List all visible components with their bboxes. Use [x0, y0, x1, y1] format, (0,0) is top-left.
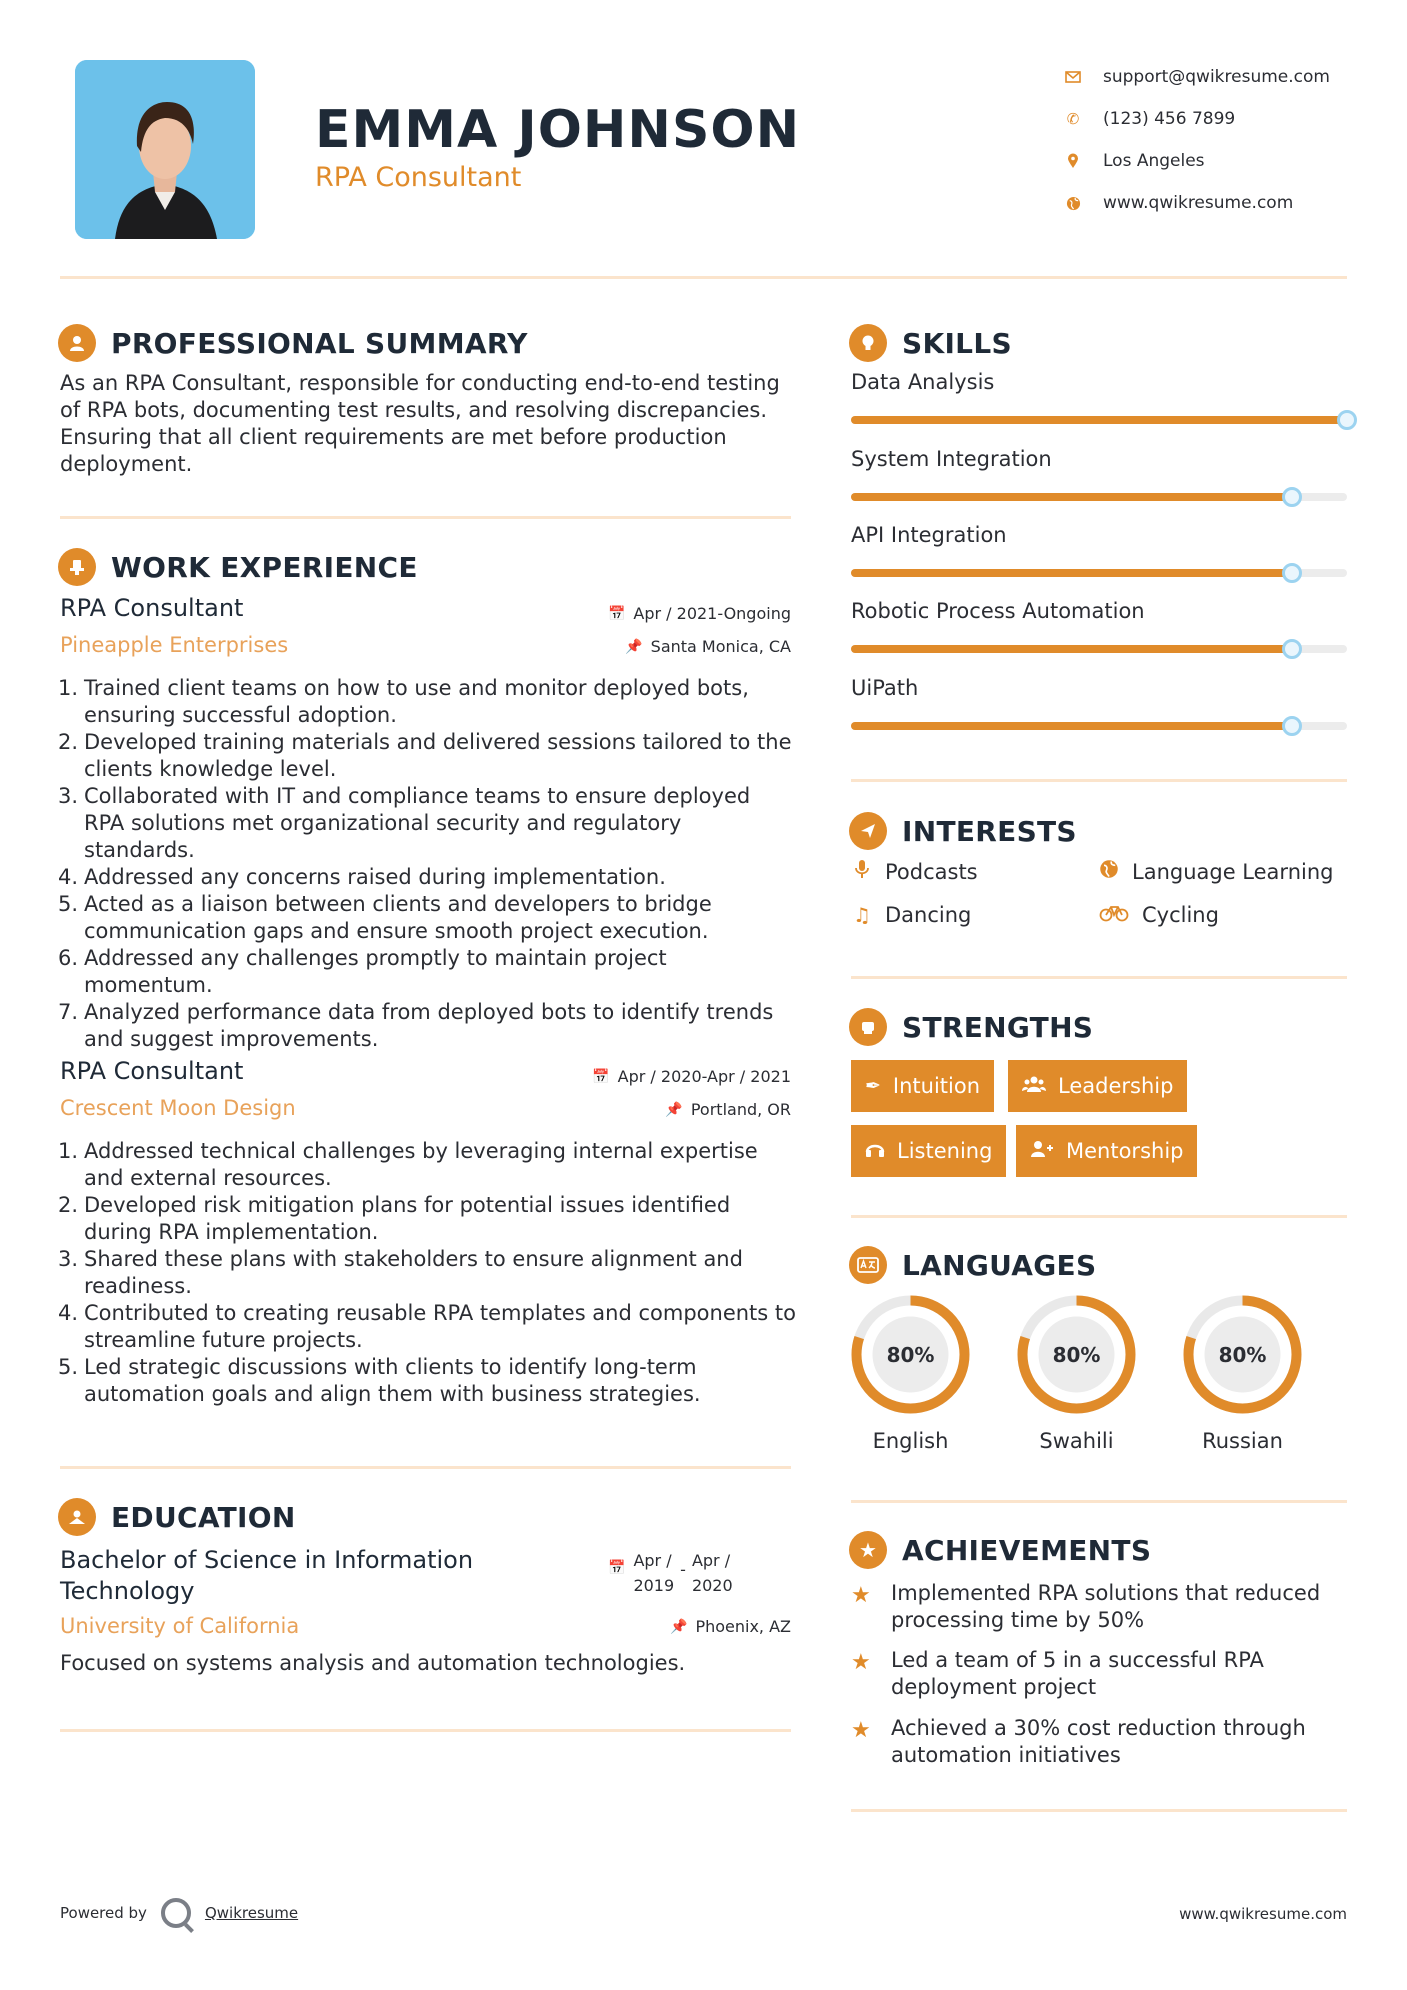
strength-tag [1016, 1125, 1197, 1177]
lightbulb-icon [849, 324, 887, 362]
footer-powered-by [60, 1898, 298, 1928]
job-2-title: RPA Consultant [60, 1057, 244, 1085]
skills-title: SKILLS [902, 326, 1012, 360]
skill-label: Data Analysis [851, 370, 995, 394]
job-1-bullets [56, 675, 796, 1053]
interest-label: Podcasts [885, 859, 978, 884]
skill-fill [851, 493, 1292, 501]
experience-heading [58, 548, 418, 586]
star-icon: ★ [851, 1583, 871, 1608]
job-2-location [665, 1100, 791, 1119]
achievements-divider [851, 1809, 1347, 1812]
star-icon: ★ [851, 1650, 871, 1675]
education-divider [60, 1729, 791, 1732]
language-percent: 80% [886, 1343, 935, 1367]
skill-knob [1282, 487, 1302, 507]
star-icon: ★ [851, 1718, 871, 1743]
skills-divider [851, 779, 1347, 782]
candidate-name: EMMA JOHNSON [315, 100, 801, 160]
language-ring [1014, 1292, 1139, 1417]
job-1-location [625, 637, 791, 656]
list-item: 3. Shared these plans with stakeholders to ensure alignment and readiness. [57, 1247, 743, 1298]
languages-heading [849, 1246, 1096, 1284]
job-2-bullets [56, 1138, 796, 1408]
calendar-icon: 📅 [592, 1068, 610, 1085]
education-location-text: Phoenix, AZ [695, 1617, 791, 1636]
strengths-heading [849, 1008, 1093, 1046]
school-name: University of California [60, 1614, 300, 1638]
interest-item [851, 903, 971, 927]
header-divider [60, 276, 1347, 279]
bicycle-icon [1098, 903, 1130, 927]
language-percent: 80% [1052, 1343, 1101, 1367]
achievement-text: Implemented RPA solutions that reduced processing time by 50% [891, 1581, 1321, 1632]
education-date-start-1: Apr / [633, 1551, 672, 1570]
strength-label: Intuition [892, 1074, 981, 1098]
skill-knob [1282, 716, 1302, 736]
skill-knob [1337, 410, 1357, 430]
map-pin-icon [1055, 153, 1091, 169]
skill-label: Robotic Process Automation [851, 599, 1145, 623]
summary-heading [58, 324, 528, 362]
strength-tag [851, 1060, 994, 1112]
job-2-date-text: Apr / 2020-Apr / 2021 [617, 1067, 791, 1086]
skill-label: System Integration [851, 447, 1052, 471]
degree-line-1: Bachelor of Science in Information [60, 1546, 474, 1574]
list-item: 5. Acted as a liaison between clients and developers to bridge communication gaps and ensure smooth project execution. [57, 892, 712, 943]
contact-list [1055, 56, 1385, 224]
strength-label: Listening [897, 1139, 993, 1163]
strengths-title: STRENGTHS [902, 1010, 1094, 1044]
job-2-location-text: Portland, OR [690, 1100, 791, 1119]
contact-website[interactable] [1055, 182, 1385, 224]
education-title: EDUCATION [111, 1500, 296, 1534]
strength-label: Leadership [1058, 1074, 1174, 1098]
achievements-heading [849, 1531, 1151, 1569]
language-item [848, 1292, 973, 1453]
contact-email-text: support@qwikresume.com [1103, 67, 1330, 87]
languages-title: LANGUAGES [902, 1248, 1097, 1282]
fist-icon [849, 1008, 887, 1046]
achievement-text: Achieved a 30% cost reduction through automation initiatives [891, 1716, 1306, 1767]
powered-by-text: Powered by [60, 1904, 147, 1922]
job-1-title: RPA Consultant [60, 594, 244, 622]
list-item: 4. Contributed to creating reusable RPA templates and components to streamline future projects. [57, 1301, 796, 1352]
language-name: Russian [1202, 1429, 1283, 1453]
skill-bar [851, 416, 1347, 424]
strength-label: Mentorship [1066, 1139, 1184, 1163]
list-item: 1. Addressed technical challenges by leveraging internal expertise and external resources. [57, 1139, 758, 1190]
skills-heading [849, 324, 1012, 362]
pin-icon: 📌 [670, 1618, 688, 1635]
skill-bar [851, 645, 1347, 653]
magic-wand-icon: ✒ [865, 1075, 881, 1097]
skill-fill [851, 645, 1292, 653]
language-name: English [872, 1429, 949, 1453]
envelope-icon [1055, 71, 1091, 83]
degree-line-2: Technology [60, 1577, 195, 1605]
job-2-date [592, 1067, 791, 1086]
calendar-icon: 📅 [608, 1560, 626, 1576]
list-item: 1. Trained client teams on how to use and monitor deployed bots, ensuring successful adoption. [57, 676, 749, 727]
education-date: 📅 Apr / 2019 - Apr / 2020 [608, 1548, 733, 1598]
summary-title: PROFESSIONAL SUMMARY [111, 326, 528, 360]
calendar-icon: 📅 [607, 605, 626, 622]
contact-phone[interactable] [1055, 98, 1385, 140]
interest-item [1098, 903, 1219, 927]
contact-location-text: Los Angeles [1103, 151, 1205, 171]
skill-knob [1282, 639, 1302, 659]
summary-text: As an RPA Consultant, responsible for conducting end-to-end testing of RPA bots, documenting test results, and resolving discrepancies. Ensuring that all client requirements are met before production deployment. [60, 371, 780, 476]
strengths-divider [851, 1215, 1347, 1218]
skill-fill [851, 569, 1292, 577]
pin-icon: 📌 [625, 638, 643, 655]
user-plus-icon [1030, 1140, 1054, 1163]
strength-tag [851, 1125, 1006, 1177]
pin-icon: 📌 [665, 1101, 683, 1118]
list-item: 2. Developed training materials and delivered sessions tailored to the clients knowledge level. [57, 730, 792, 781]
interest-item [851, 859, 978, 884]
contact-location [1055, 140, 1385, 182]
graduation-icon [58, 1498, 96, 1536]
headphones-icon [865, 1140, 885, 1163]
skill-label: API Integration [851, 523, 1007, 547]
contact-website-text: www.qwikresume.com [1103, 193, 1294, 213]
candidate-role: RPA Consultant [315, 162, 522, 193]
phone-icon: ✆ [1066, 110, 1080, 128]
microphone-icon [851, 859, 873, 884]
globe-icon [1098, 859, 1120, 884]
list-item: 6. Addressed any challenges promptly to maintain project momentum. [57, 946, 667, 997]
language-icon [849, 1246, 887, 1284]
contact-phone-text: (123) 456 7899 [1103, 109, 1236, 129]
list-item: 5. Led strategic discussions with clients to identify long-term automation goals and align them with business strategies. [57, 1355, 701, 1406]
job-1-date [608, 604, 791, 623]
briefcase-icon [58, 548, 96, 586]
interest-item [1098, 859, 1333, 884]
language-name: Swahili [1039, 1429, 1114, 1453]
interest-label: Cycling [1142, 903, 1219, 927]
education-location [670, 1617, 791, 1636]
language-item [1014, 1292, 1139, 1453]
globe-icon [1055, 196, 1091, 211]
experience-divider [60, 1466, 791, 1469]
experience-title: WORK EXPERIENCE [111, 550, 418, 584]
languages-divider [851, 1500, 1347, 1503]
skill-bar [851, 722, 1347, 730]
achievements-title: ACHIEVEMENTS [902, 1533, 1152, 1567]
achievement-text: Led a team of 5 in a successful RPA deployment project [891, 1648, 1264, 1699]
language-item [1180, 1292, 1305, 1453]
skill-bar [851, 493, 1347, 501]
strength-tag [1008, 1060, 1187, 1112]
contact-email[interactable] [1055, 56, 1385, 98]
qwikresume-logo-icon [161, 1898, 191, 1928]
list-item: 4. Addressed any concerns raised during implementation. [57, 865, 666, 889]
language-percent: 80% [1218, 1343, 1267, 1367]
list-item: 7. Analyzed performance data from deployed bots to identify trends and suggest improvements. [57, 1000, 774, 1051]
education-date-start-2: 2019 [633, 1576, 675, 1595]
user-icon [58, 324, 96, 362]
interests-heading [849, 812, 1077, 850]
education-date-end-2: 2020 [691, 1576, 733, 1595]
skill-fill [851, 722, 1292, 730]
brand-link[interactable]: Qwikresume [204, 1904, 299, 1922]
language-ring [848, 1292, 973, 1417]
education-description: Focused on systems analysis and automation technologies. [60, 1651, 686, 1675]
paper-plane-icon [849, 812, 887, 850]
job-1-location-text: Santa Monica, CA [650, 637, 791, 656]
summary-divider [60, 516, 791, 519]
achievement-item [851, 1647, 1351, 1701]
interests-divider [851, 976, 1347, 979]
education-heading [58, 1498, 296, 1536]
job-2-company: Crescent Moon Design [60, 1096, 296, 1120]
profile-photo [75, 60, 255, 239]
achievement-item [851, 1580, 1351, 1634]
list-item: 3. Collaborated with IT and compliance teams to ensure deployed RPA solutions met organizational security and regulatory standards. [57, 784, 751, 862]
job-1-company: Pineapple Enterprises [60, 633, 289, 657]
skill-bar [851, 569, 1347, 577]
music-note-icon: ♫ [853, 903, 871, 927]
skill-fill [851, 416, 1347, 424]
skill-knob [1282, 563, 1302, 583]
language-ring [1180, 1292, 1305, 1417]
interest-label: Language Learning [1132, 859, 1334, 884]
list-item: 2. Developed risk mitigation plans for potential issues identified during RPA implementation. [57, 1193, 731, 1244]
job-1-date-text: Apr / 2021-Ongoing [633, 604, 791, 623]
users-icon [1022, 1075, 1046, 1098]
footer-url[interactable]: www.qwikresume.com [1179, 1905, 1347, 1923]
education-date-end-1: Apr / [691, 1551, 731, 1570]
star-badge-icon: ★ [849, 1531, 887, 1569]
interests-title: INTERESTS [902, 814, 1077, 848]
skill-label: UiPath [851, 676, 919, 700]
achievement-item [851, 1715, 1351, 1769]
interest-label: Dancing [885, 903, 972, 927]
